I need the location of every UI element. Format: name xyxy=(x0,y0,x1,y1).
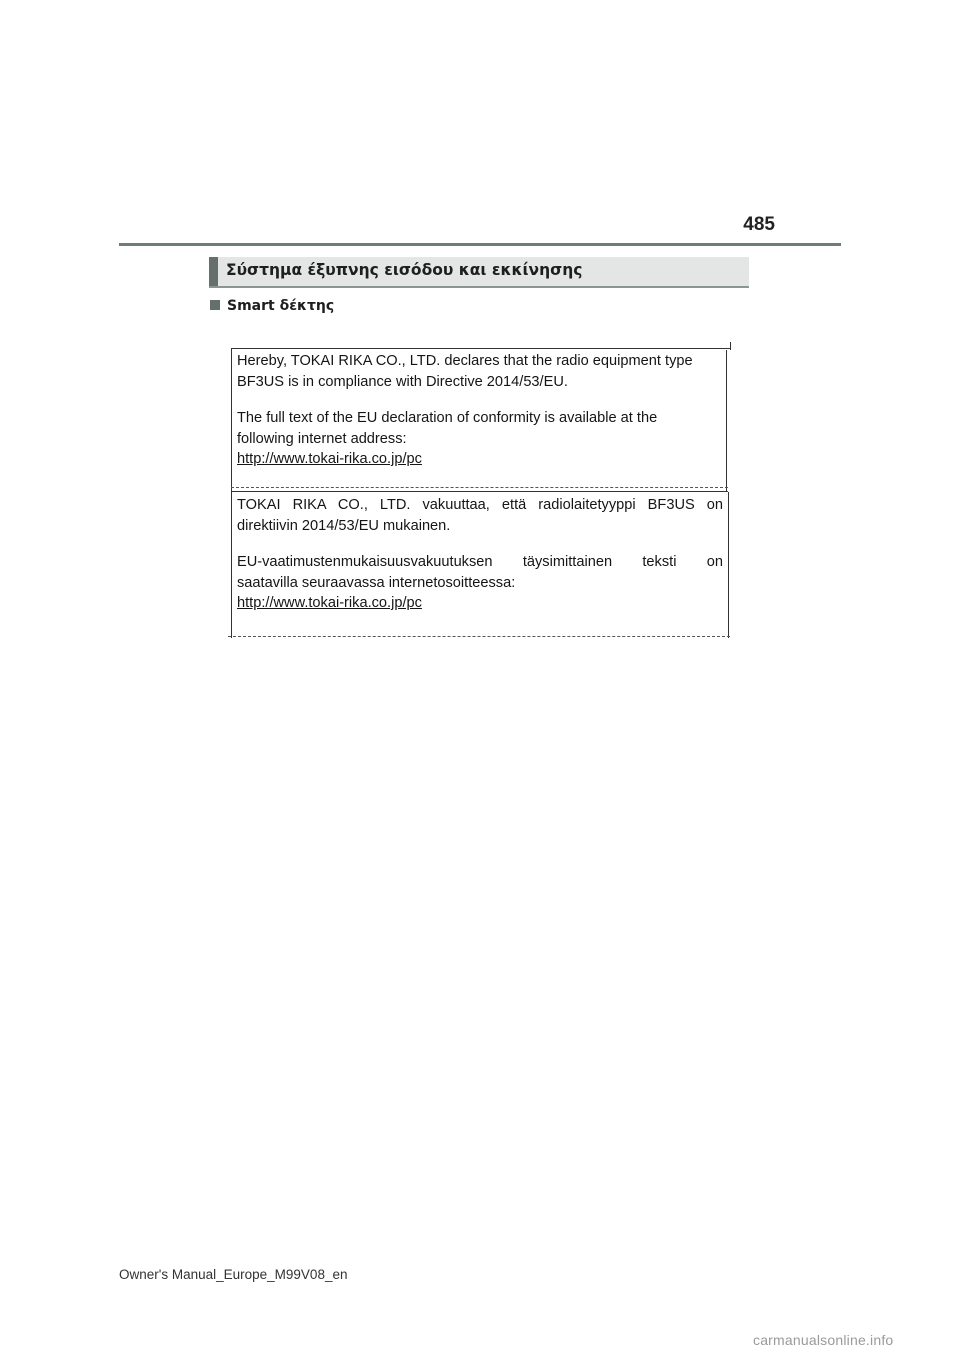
box-divider xyxy=(231,491,728,492)
finnish-line-2: direktiivin 2014/53/EU mukainen. xyxy=(237,517,451,534)
english-line-3: The full text of the EU declaration of conformity is available at the xyxy=(237,410,658,426)
english-line-1: Hereby, TOKAI RIKA CO., LTD. declares that the radio equipment type xyxy=(237,353,693,369)
box-bottom-border xyxy=(228,636,730,637)
english-line-2: BF3US is in compliance with Directive 2014/53/EU. xyxy=(237,373,568,390)
finnish-line-3: EU-vaatimustenmukaisuusvakuutuksen täysimittainen teksti on xyxy=(237,554,723,570)
subsection-heading xyxy=(210,298,334,314)
declaration-box xyxy=(228,342,732,638)
finnish-line-4: saatavilla seuraavassa internetosoitteessa: xyxy=(237,574,516,591)
subsection-title: Smart δέκτης xyxy=(227,298,335,314)
watermark: carmanualsonline.info xyxy=(753,1332,894,1348)
section-header xyxy=(209,257,749,288)
box-right-border-lower xyxy=(728,492,729,638)
section-header-accent xyxy=(209,257,218,286)
declaration-english xyxy=(237,351,723,470)
square-bullet-icon xyxy=(210,300,220,310)
footer-manual-id: Owner's Manual_Europe_M99V08_en xyxy=(119,1267,348,1282)
section-title: Σύστημα έξυπνης εισόδου και εκκίνησης xyxy=(226,261,583,279)
declaration-finnish xyxy=(237,495,723,614)
english-line-4: following internet address: xyxy=(237,430,407,447)
page-number: 485 xyxy=(743,214,775,235)
english-declaration-link[interactable]: http://www.tokai-rika.co.jp/pc xyxy=(237,451,422,467)
box-right-border-upper xyxy=(726,350,727,491)
header-rule xyxy=(119,243,841,246)
finnish-declaration-link[interactable]: http://www.tokai-rika.co.jp/pc xyxy=(237,595,422,611)
box-divider-dashed xyxy=(231,487,728,488)
box-corner-tick xyxy=(730,342,731,350)
box-left-border xyxy=(231,348,232,638)
box-top-border xyxy=(231,348,730,349)
finnish-line-1: TOKAI RIKA CO., LTD. vakuuttaa, että radiolaitetyyppi BF3US on xyxy=(237,497,723,513)
